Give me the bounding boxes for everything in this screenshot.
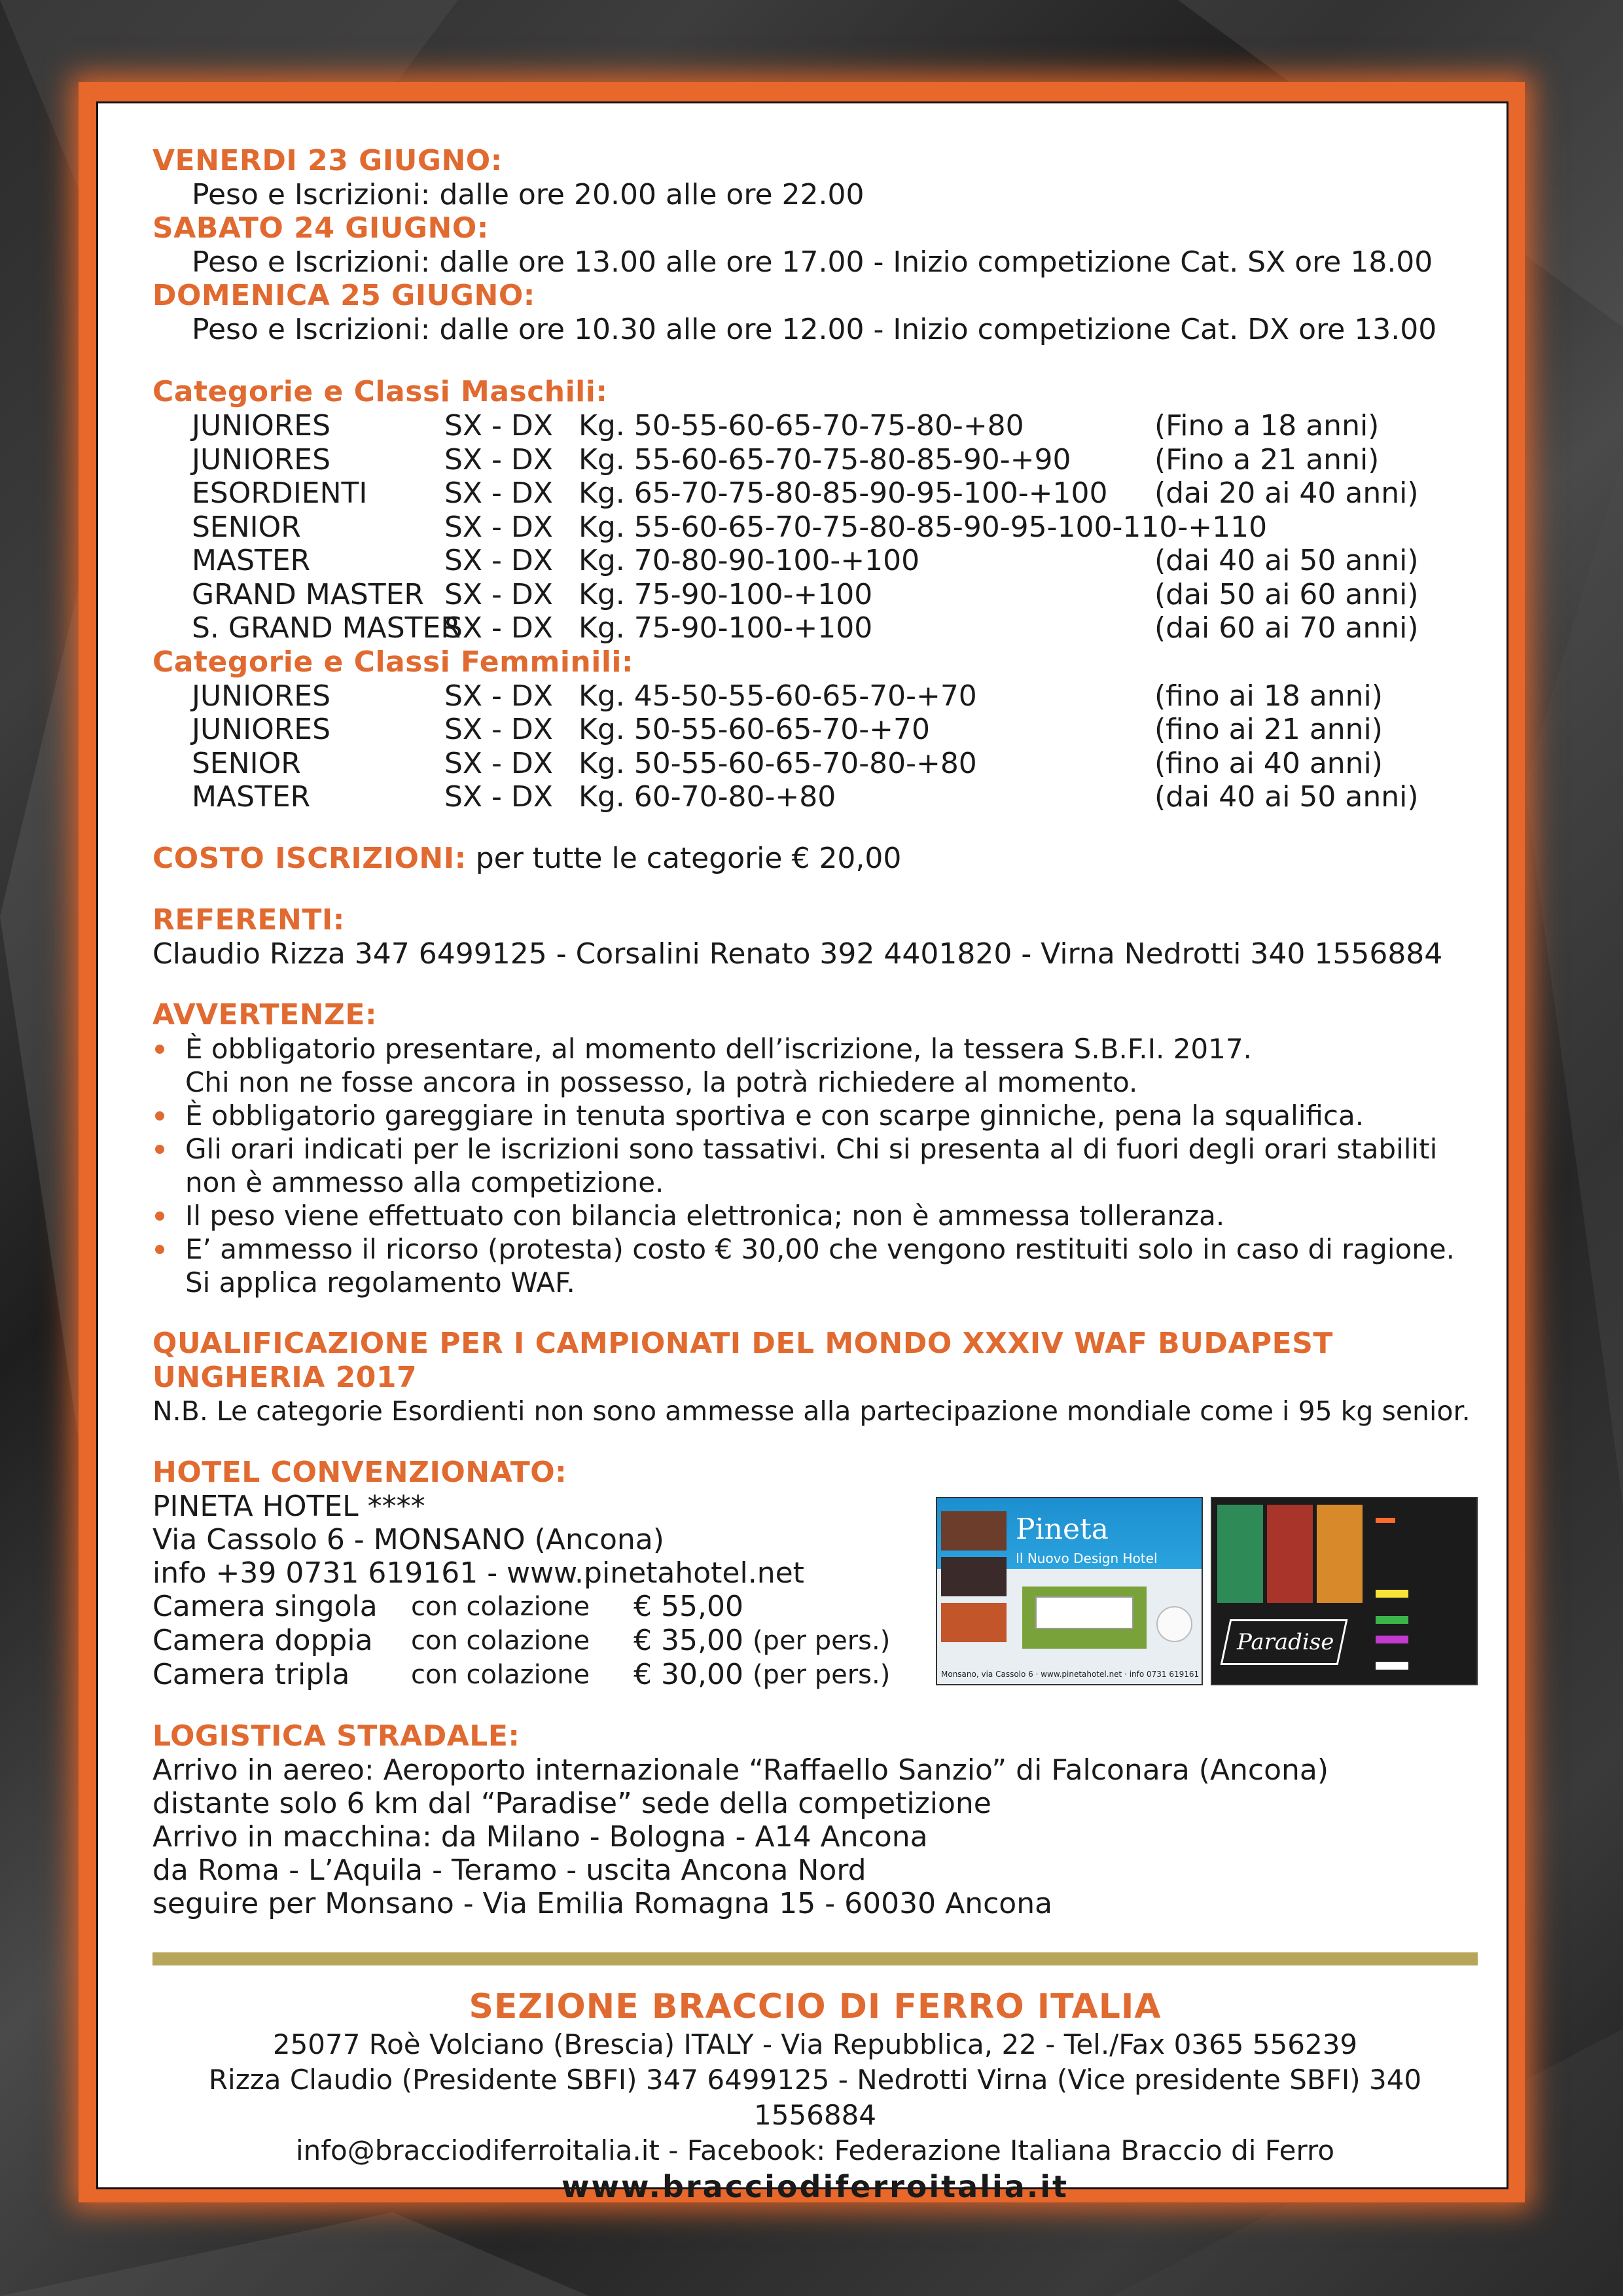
room-condition: con colazione — [411, 1659, 590, 1690]
list-item: È obbligatorio presentare, al momento dell’iscrizione, la tessera S.B.F.I. 2017. — [152, 1032, 1488, 1066]
arm: SX - DX — [444, 442, 553, 476]
weights: Kg. 45-50-55-60-65-70-+70 — [579, 679, 977, 713]
category-name: MASTER — [192, 544, 311, 577]
category-name: JUNIORES — [192, 713, 331, 746]
arm: SX - DX — [444, 611, 553, 645]
logistica-line: seguire per Monsano - Via Emilia Romagna 15 - 60030 Ancona — [152, 1886, 1053, 1920]
logistica-line: distante solo 6 km dal “Paradise” sede della competizione — [152, 1786, 991, 1820]
arm: SX - DX — [444, 409, 553, 442]
age-range: (Fino a 18 anni) — [1154, 409, 1380, 442]
category-row — [152, 780, 1488, 814]
weights: Kg. 55-60-65-70-75-80-85-90-+90 — [579, 442, 1071, 476]
day-text: Peso e Iscrizioni: dalle ore 20.00 alle ore 22.00 — [192, 178, 865, 211]
category-row — [152, 578, 1488, 612]
arm: SX - DX — [444, 713, 553, 746]
day-text: Peso e Iscrizioni: dalle ore 13.00 alle ore 17.00 - Inizio competizione Cat. SX ore 18.00 — [192, 245, 1433, 279]
room-condition: con colazione — [411, 1625, 590, 1656]
arm: SX - DX — [444, 577, 553, 611]
hotel-name: PINETA HOTEL **** — [152, 1489, 425, 1523]
referenti-heading: REFERENTI: — [152, 903, 345, 937]
arm: SX - DX — [444, 679, 553, 713]
category-name: SENIOR — [192, 510, 301, 544]
pineta-ad-title: Pineta — [1016, 1513, 1109, 1546]
weights: Kg. 75-90-100-+100 — [579, 611, 873, 645]
list-item-continuation: Si applica regolamento WAF. — [185, 1266, 575, 1299]
room-price: € 55,00 — [633, 1589, 743, 1623]
logistica-line: Arrivo in aereo: Aeroporto internazionale “Raffaello Sanzio” di Falconara (Ancona) — [152, 1753, 1329, 1787]
male-heading: Categorie e Classi Maschili: — [152, 375, 608, 408]
list-item: Gli orari indicati per le iscrizioni sono tassativi. Chi si presenta al di fuori degli orari stabiliti — [152, 1132, 1488, 1166]
arm: SX - DX — [444, 780, 553, 814]
female-heading: Categorie e Classi Femminili: — [152, 645, 634, 679]
room-type: Camera tripla — [152, 1657, 350, 1691]
logistica-heading: LOGISTICA STRADALE: — [152, 1719, 520, 1753]
day-heading: SABATO 24 GIUGNO: — [152, 211, 489, 245]
male-categories — [152, 375, 1488, 645]
room-note: (per pers.) — [752, 1659, 891, 1690]
weights: Kg. 60-70-80-+80 — [579, 780, 836, 814]
avvertenze-heading: AVVERTENZE: — [152, 997, 378, 1031]
list-item: È obbligatorio gareggiare in tenuta sportiva e con scarpe ginniche, pena la squalifica. — [152, 1099, 1488, 1132]
weights: Kg. 70-80-90-100-+100 — [579, 544, 920, 577]
avvertenze-section — [152, 998, 1488, 1299]
category-row — [152, 544, 1488, 578]
list-item-continuation: Chi non ne fosse ancora in possesso, la potrà richiedere al momento. — [185, 1066, 1138, 1098]
qualifica-section — [152, 1327, 1488, 1428]
age-range: (fino ai 40 anni) — [1154, 746, 1383, 780]
room-price: € 30,00 — [633, 1657, 743, 1691]
hotel-room-photo — [941, 1511, 1007, 1551]
age-range: (dai 60 ai 70 anni) — [1154, 611, 1419, 645]
hotel-room-photo — [941, 1603, 1007, 1642]
category-name: MASTER — [192, 780, 311, 814]
schedule-section — [152, 144, 1488, 346]
cost-label: COSTO ISCRIZIONI: — [152, 841, 467, 875]
category-name: GRAND MASTER — [192, 577, 425, 611]
category-row — [152, 443, 1488, 477]
weights: Kg. 55-60-65-70-75-80-85-90-95-100-110-+110 — [579, 510, 1268, 544]
category-row — [152, 409, 1488, 443]
footer-email: info@bracciodiferroitalia.it - Facebook: Federazione Italiana Braccio di Ferro — [295, 2134, 1335, 2166]
room-type: Camera doppia — [152, 1623, 373, 1657]
hotel-contact: info +39 0731 619161 - www.pinetahotel.net — [152, 1556, 804, 1590]
weights: Kg. 50-55-60-65-70-80-+80 — [579, 746, 977, 780]
referenti-text: Claudio Rizza 347 6499125 - Corsalini Renato 392 4401820 - Virna Nedrotti 340 1556884 — [152, 937, 1443, 971]
category-row — [152, 511, 1488, 545]
footer — [152, 1986, 1478, 2205]
logistica-line: da Roma - L’Aquila - Teramo - uscita Ancona Nord — [152, 1853, 866, 1887]
qualifica-text: N.B. Le categorie Esordienti non sono ammesse alla partecipazione mondiale come i 95 kg senior. — [152, 1395, 1471, 1427]
logistica-section — [152, 1719, 1488, 1920]
category-name: SENIOR — [192, 746, 301, 780]
category-name: S. GRAND MASTER — [192, 611, 461, 645]
day-heading: VENERDI 23 GIUGNO: — [152, 144, 503, 177]
footer-address: 25077 Roè Volciano (Brescia) ITALY - Via Repubblica, 22 - Tel./Fax 0365 556239 — [272, 2028, 1358, 2060]
pineta-ad-footer: Monsano, via Cassolo 6 · www.pinetahotel.net · info 0731 619161 — [941, 1670, 1200, 1679]
female-categories — [152, 645, 1488, 814]
room-note: (per pers.) — [752, 1625, 891, 1656]
age-range: (fino ai 21 anni) — [1154, 713, 1383, 746]
category-name: ESORDIENTI — [192, 476, 368, 510]
category-row — [152, 679, 1488, 713]
day-heading: DOMENICA 25 GIUGNO: — [152, 279, 535, 312]
list-item-continuation: non è ammesso alla competizione. — [185, 1166, 664, 1198]
referenti-section — [152, 903, 1488, 971]
room-price: € 35,00 — [633, 1623, 743, 1657]
paradise-logo: Paradise — [1237, 1629, 1334, 1655]
footer-title: SEZIONE BRACCIO DI FERRO ITALIA — [469, 1987, 1162, 2026]
cost-text: per tutte le categorie € 20,00 — [475, 841, 902, 875]
weights: Kg. 50-55-60-65-70-+70 — [579, 713, 930, 746]
arm: SX - DX — [444, 510, 553, 544]
age-range: (dai 50 ai 60 anni) — [1154, 577, 1419, 611]
category-name: JUNIORES — [192, 409, 331, 442]
list-item: Il peso viene effettuato con bilancia elettronica; non è ammessa tolleranza. — [152, 1199, 1488, 1232]
room-type: Camera singola — [152, 1589, 378, 1623]
weights: Kg. 65-70-75-80-85-90-95-100-+100 — [579, 476, 1108, 510]
hotel-address: Via Cassolo 6 - MONSANO (Ancona) — [152, 1522, 664, 1556]
age-range: (Fino a 21 anni) — [1154, 442, 1380, 476]
qualifica-heading-line2: UNGHERIA 2017 — [152, 1360, 418, 1394]
weights: Kg. 50-55-60-65-70-75-80-+80 — [579, 409, 1024, 442]
category-name: JUNIORES — [192, 679, 331, 713]
paradise-club-ad — [1211, 1497, 1478, 1685]
weights: Kg. 75-90-100-+100 — [579, 577, 873, 611]
qualifica-heading: QUALIFICAZIONE PER I CAMPIONATI DEL MONDO XXXIV WAF BUDAPEST — [152, 1326, 1333, 1360]
age-range: (fino ai 18 anni) — [1154, 679, 1383, 713]
footer-contacts: Rizza Claudio (Presidente SBFI) 347 6499125 - Nedrotti Virna (Vice presidente SBFI) 340 1556884 — [208, 2064, 1422, 2131]
footer-website[interactable]: www.bracciodiferroitalia.it — [561, 2169, 1069, 2204]
list-item: E’ ammesso il ricorso (protesta) costo € 30,00 che vengono restituiti solo in caso di ragione. — [152, 1232, 1488, 1266]
category-row — [152, 476, 1488, 511]
category-name: JUNIORES — [192, 442, 331, 476]
arm: SX - DX — [444, 746, 553, 780]
hotel-room-photo — [941, 1557, 1007, 1596]
pineta-hotel-ad — [936, 1497, 1203, 1685]
category-row — [152, 747, 1488, 781]
arm: SX - DX — [444, 544, 553, 577]
arm: SX - DX — [444, 476, 553, 510]
age-range: (dai 40 ai 50 anni) — [1154, 780, 1419, 814]
hotel-heading: HOTEL CONVENZIONATO: — [152, 1455, 567, 1489]
age-range: (dai 40 ai 50 anni) — [1154, 544, 1419, 577]
pineta-ad-subtitle: Il Nuovo Design Hotel — [1016, 1551, 1158, 1566]
room-condition: con colazione — [411, 1591, 590, 1622]
logistica-line: Arrivo in macchina: da Milano - Bologna - A14 Ancona — [152, 1820, 928, 1854]
category-row — [152, 713, 1488, 747]
cost-line — [152, 842, 1488, 876]
category-row — [152, 611, 1488, 645]
age-range: (dai 20 ai 40 anni) — [1154, 476, 1419, 510]
footer-divider — [152, 1952, 1478, 1965]
day-text: Peso e Iscrizioni: dalle ore 10.30 alle ore 12.00 - Inizio competizione Cat. DX ore 13.00 — [192, 313, 1437, 346]
